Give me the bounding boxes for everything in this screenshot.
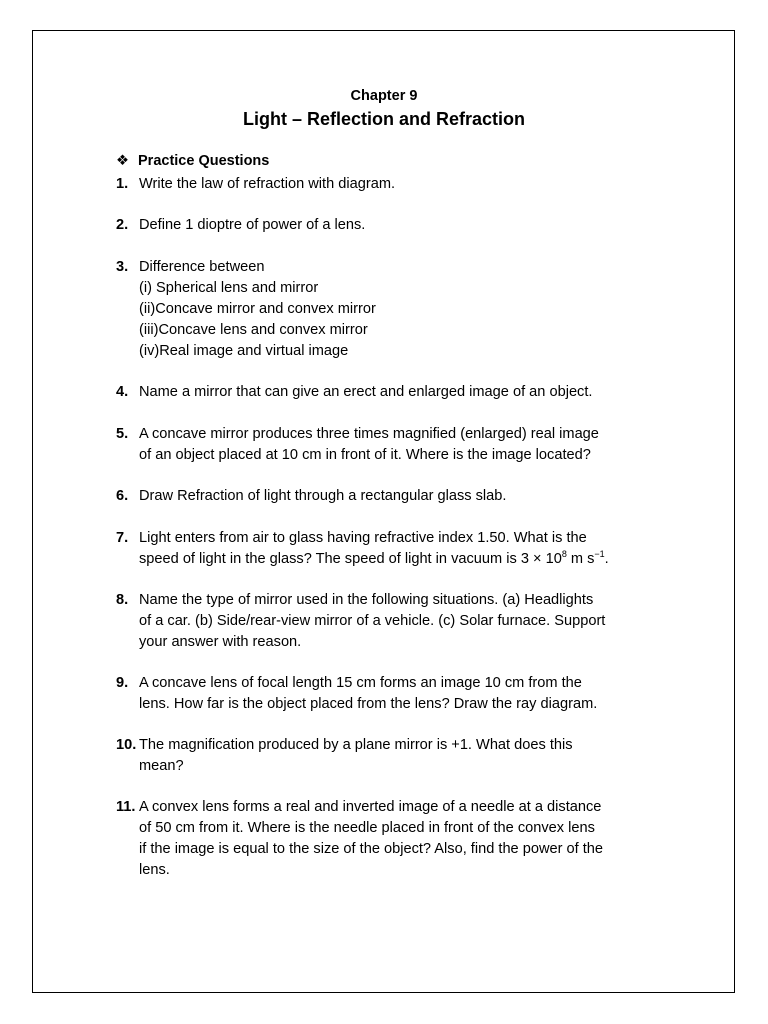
- question-text: Write the law of refraction with diagram.: [139, 176, 396, 192]
- question-text: your answer with reason.: [139, 634, 302, 650]
- question-text: Name the type of mirror used in the following situations. (a) Headlights: [139, 592, 594, 608]
- question-text: of a car. (b) Side/rear-view mirror of a vehicle. (c) Solar furnace. Support: [139, 613, 606, 629]
- diamond-bullet-icon: ❖: [116, 153, 129, 169]
- question-text: of 50 cm from it. Where is the needle placed in front of the convex lens: [139, 820, 595, 836]
- question-number: 8.: [116, 592, 129, 608]
- question-number: 6.: [116, 488, 129, 504]
- question-number: 4.: [116, 384, 129, 400]
- question-text: A concave mirror produces three times magnified (enlarged) real image: [139, 426, 599, 442]
- question-text: A concave lens of focal length 15 cm forms an image 10 cm from the: [139, 675, 582, 691]
- question-subitem: (iii)Concave lens and convex mirror: [139, 322, 368, 338]
- question-number: 2.: [116, 217, 129, 233]
- exponent: 8: [561, 549, 567, 560]
- question-text: lens.: [139, 862, 170, 878]
- question-10: [116, 735, 696, 777]
- question-text: if the image is equal to the size of the object? Also, find the power of the: [139, 841, 604, 857]
- exponent: −1: [594, 549, 605, 560]
- question-9: [116, 673, 696, 715]
- question-2: [116, 215, 696, 236]
- question-text: Difference between: [139, 259, 265, 275]
- section-heading-text: Practice Questions: [138, 153, 270, 169]
- question-text-line: [139, 549, 696, 570]
- question-text: speed of light in the glass? The speed of light in vacuum is 3 × 10: [139, 551, 562, 567]
- question-text: mean?: [139, 758, 184, 774]
- question-1: [116, 174, 696, 195]
- question-number: 11.: [116, 799, 136, 815]
- question-11: [116, 797, 696, 881]
- question-3: [116, 257, 696, 362]
- question-number: 9.: [116, 675, 129, 691]
- question-subitem: (ii)Concave mirror and convex mirror: [139, 301, 376, 317]
- question-number: 5.: [116, 426, 129, 442]
- question-number: 10.: [116, 737, 137, 753]
- question-7: [116, 528, 696, 570]
- question-5: [116, 424, 696, 466]
- question-number: 3.: [116, 259, 129, 275]
- question-subitem: (iv)Real image and virtual image: [139, 343, 349, 359]
- question-text: A convex lens forms a real and inverted image of a needle at a distance: [139, 799, 602, 815]
- section-heading: [116, 153, 269, 169]
- period: .: [604, 551, 609, 567]
- question-text: The magnification produced by a plane mirror is +1. What does this: [139, 737, 573, 753]
- question-text: of an object placed at 10 cm in front of it. Where is the image located?: [139, 447, 591, 463]
- question-number: 1.: [116, 176, 129, 192]
- unit-text: m s: [566, 551, 595, 567]
- question-text: Name a mirror that can give an erect and enlarged image of an object.: [139, 384, 593, 400]
- question-number: 7.: [116, 530, 129, 546]
- chapter-title: Light – Reflection and Refraction: [242, 109, 526, 129]
- question-8: [116, 590, 696, 653]
- question-text: Light enters from air to glass having refractive index 1.50. What is the: [139, 530, 587, 546]
- question-6: [116, 486, 696, 507]
- question-4: [116, 382, 696, 403]
- question-subitem: (i) Spherical lens and mirror: [139, 280, 319, 296]
- question-text: Define 1 dioptre of power of a lens.: [139, 217, 366, 233]
- question-text: Draw Refraction of light through a rectangular glass slab.: [139, 488, 507, 504]
- question-text: lens. How far is the object placed from the lens? Draw the ray diagram.: [139, 696, 598, 712]
- chapter-label: Chapter 9: [350, 88, 418, 104]
